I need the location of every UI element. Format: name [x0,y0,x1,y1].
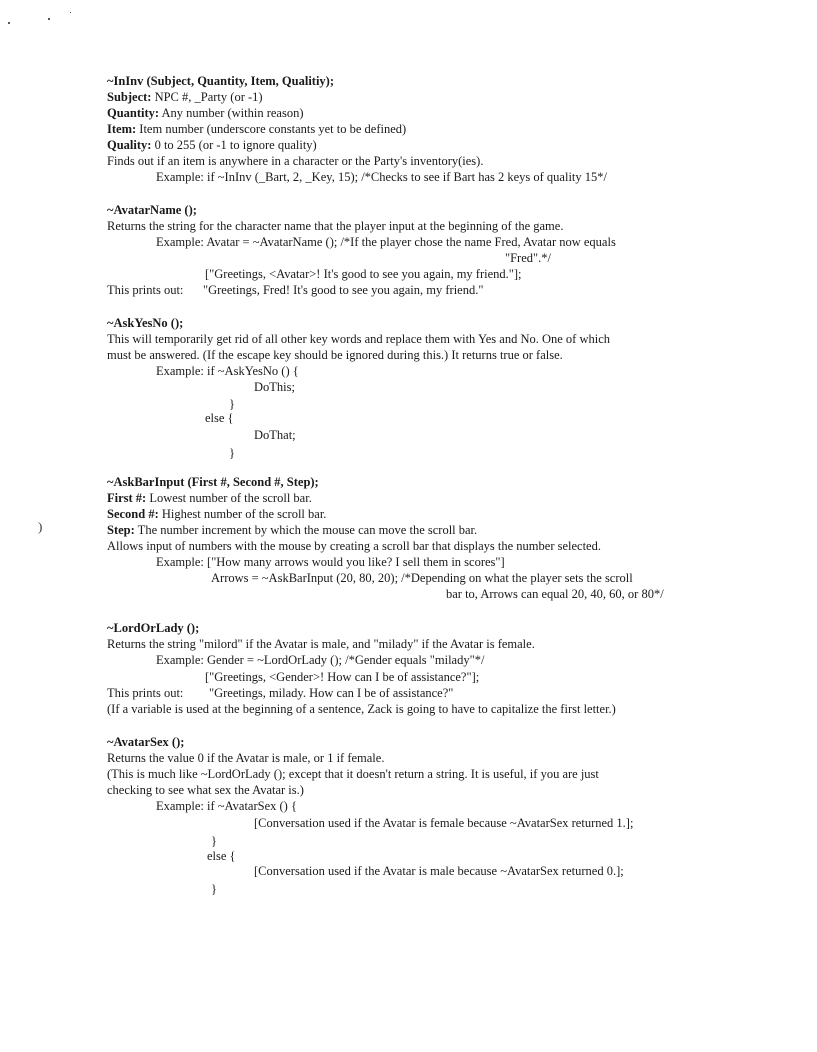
askyesno-example: Example: if ~AskYesNo () { [156,364,299,378]
scan-speck [8,22,10,24]
askbarinput-example-cont: bar to, Arrows can equal 20, 40, 60, or 80*/ [446,587,664,601]
avatarname-example: Example: Avatar = ~AvatarName (); /*If the player chose the name Fred, Avatar now equals [156,235,616,249]
param-text: Lowest number of the scroll bar. [146,491,312,505]
ininv-item-param [107,122,406,137]
ininv-heading: ~InInv (Subject, Quantity, Item, Qualitiy); [107,74,335,88]
param-text: Any number (within reason) [159,106,304,120]
avatarsex-female-conversation: [Conversation used if the Avatar is female because ~AvatarSex returned 1.]; [254,816,634,830]
avatarsex-close-brace: } [211,882,217,896]
margin-mark: ) [38,519,43,534]
param-label: Quality: [107,138,152,152]
avatarname-heading: ~AvatarName (); [107,203,197,217]
askbarinput-first-param [107,491,312,506]
askyesno-close-brace: } [229,446,235,460]
lordorlady-prints-text: "Greetings, milady. How can I be of assistance?" [209,686,454,700]
askbarinput-example-code: Arrows = ~AskBarInput (20, 80, 20); /*Depending on what the player sets the scroll [211,571,633,585]
param-text: NPC #, _Party (or -1) [151,90,263,104]
askyesno-description-cont: must be answered. (If the escape key should be ignored during this.) It returns true or false. [107,348,563,362]
ininv-description: Finds out if an item is anywhere in a character or the Party's inventory(ies). [107,154,484,168]
param-label: Subject: [107,90,152,104]
lordorlady-example: Example: Gender = ~LordOrLady (); /*Gender equals "milady"*/ [156,653,485,667]
avatarname-example-code: ["Greetings, <Avatar>! It's good to see you again, my friend."]; [205,267,522,281]
ininv-quality-param [107,138,317,153]
askyesno-description: This will temporarily get rid of all other key words and replace them with Yes and No. One of which [107,332,611,346]
scan-speck [70,12,71,13]
lordorlady-description: Returns the string "milord" if the Avatar is male, and "milady" if the Avatar is female. [107,637,535,651]
avatarname-description: Returns the string for the character name that the player input at the beginning of the game. [107,219,564,233]
param-text: Item number (underscore constants yet to be defined) [136,122,407,136]
askbarinput-heading: ~AskBarInput (First #, Second #, Step); [107,475,319,489]
lordorlady-note: (If a variable is used at the beginning of a sentence, Zack is going to have to capitalize the first letter.) [107,702,616,716]
scan-speck [48,18,50,20]
askyesno-close-brace: } [229,397,235,411]
avatarsex-heading: ~AvatarSex (); [107,735,185,749]
avatarname-prints-text: "Greetings, Fred! It's good to see you again, my friend." [203,283,484,297]
avatarname-prints-label: This prints out: [107,283,184,297]
avatarsex-description: Returns the value 0 if the Avatar is male, or 1 if female. [107,751,385,765]
param-text: The number increment by which the mouse can move the scroll bar. [134,523,478,537]
avatarsex-male-conversation: [Conversation used if the Avatar is male because ~AvatarSex returned 0.]; [254,864,624,878]
avatarsex-close-brace: } [211,834,217,848]
avatarsex-description-cont: (This is much like ~LordOrLady (); except that it doesn't return a string. It is useful, if you are just [107,767,599,781]
param-text: 0 to 255 (or -1 to ignore quality) [151,138,317,152]
askbarinput-description: Allows input of numbers with the mouse by creating a scroll bar that displays the number selected. [107,539,601,553]
askbarinput-step-param [107,523,477,538]
avatarname-example-cont: "Fred".*/ [505,251,551,265]
param-label: Item: [107,122,137,136]
askyesno-do-this: DoThis; [254,380,295,394]
lordorlady-heading: ~LordOrLady (); [107,621,200,635]
param-text: Highest number of the scroll bar. [158,507,327,521]
askbarinput-second-param [107,507,326,522]
param-label: Quantity: [107,106,160,120]
askbarinput-example: Example: ["How many arrows would you like? I sell them in scores"] [156,555,505,569]
askyesno-do-that: DoThat; [254,428,296,442]
param-label: Second #: [107,507,159,521]
param-label: Step: [107,523,135,537]
lordorlady-example-code: ["Greetings, <Gender>! How can I be of assistance?"]; [205,670,480,684]
param-label: First #: [107,491,147,505]
avatarsex-description-cont: checking to see what sex the Avatar is.) [107,783,304,797]
ininv-quantity-param [107,106,304,121]
ininv-subject-param [107,90,263,105]
askyesno-heading: ~AskYesNo (); [107,316,184,330]
avatarsex-else: else { [207,849,236,863]
avatarsex-example: Example: if ~AvatarSex () { [156,799,297,813]
askyesno-else: else { [205,411,234,425]
lordorlady-prints-label: This prints out: [107,686,184,700]
ininv-example: Example: if ~InInv (_Bart, 2, _Key, 15); /*Checks to see if Bart has 2 keys of quality 15*/ [156,170,607,184]
